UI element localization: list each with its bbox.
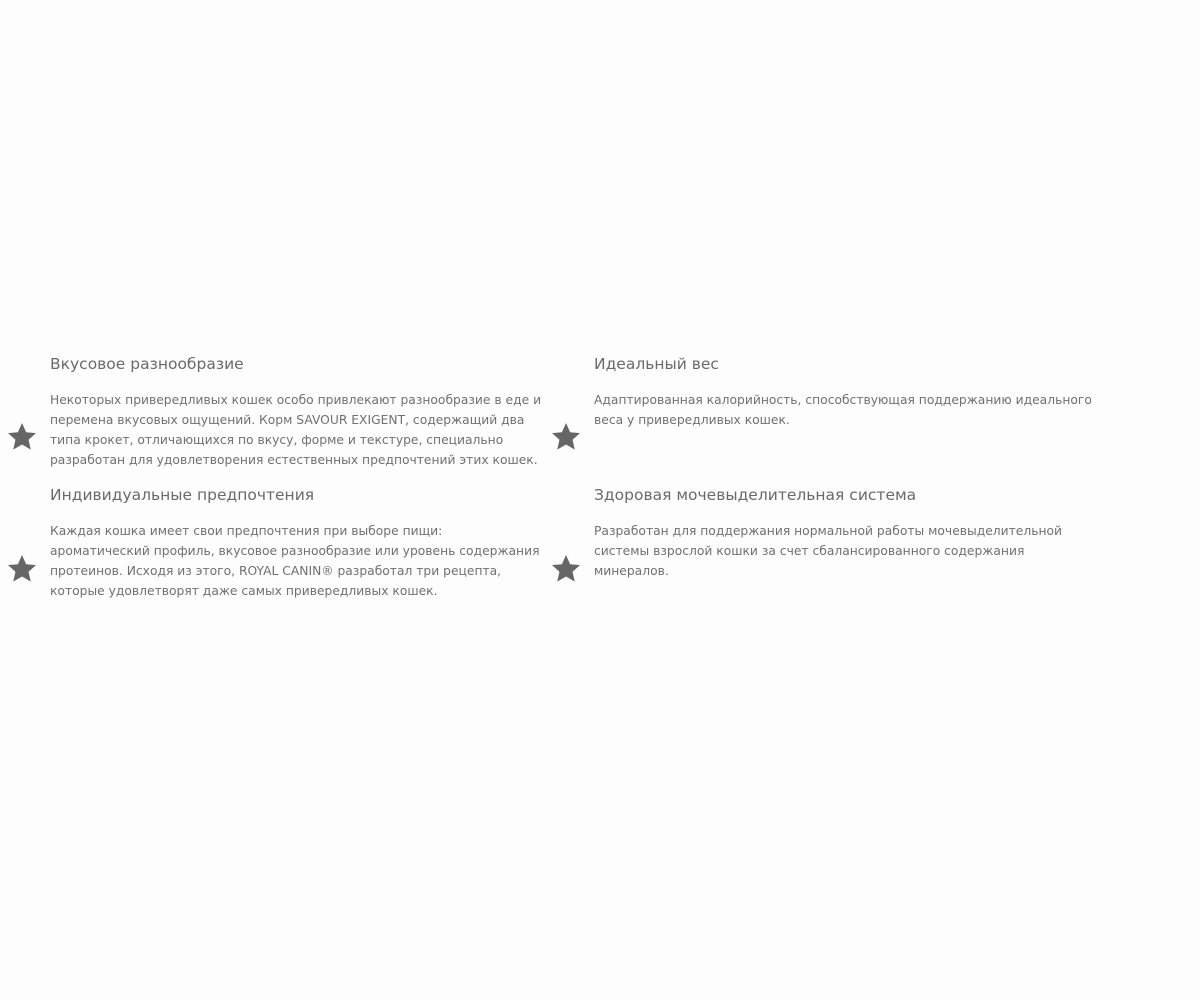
benefit-title: Идеальный вес — [594, 355, 719, 373]
star-icon — [6, 421, 38, 453]
benefit-description: Разработан для поддержания нормальной работы мочевыделительной системы взрослой кошки за счет сбалансированного содержания минералов. — [594, 524, 1063, 578]
star-icon — [550, 553, 582, 585]
benefit-description: Некоторых привередливых кошек особо привлекают разнообразие в еде и перемена вкусовых ощущений. Корм SAVOUR EXIGENT, содержащий два типа крокет, отличающихся по вкусу, форме и текстуре, специально разработан для удовлетворения естественных предпочтений этих кошек. — [50, 393, 542, 467]
star-icon — [6, 553, 38, 585]
star-icon — [550, 421, 582, 453]
benefit-description: Адаптированная калорийность, способствующая поддержанию идеального веса у привередливых кошек. — [594, 393, 1092, 427]
benefit-title: Индивидуальные предпочтения — [50, 486, 315, 504]
benefit-title: Здоровая мочевыделительная система — [594, 486, 917, 504]
benefit-description: Каждая кошка имеет свои предпочтения при выборе пищи: ароматический профиль, вкусовое разнообразие или уровень содержания протеинов. Исходя из этого, ROYAL CANIN® разработал три рецепта, которые удовлетворят даже самых привередливых кошек. — [50, 524, 540, 598]
benefit-title: Вкусовое разнообразие — [50, 355, 244, 373]
